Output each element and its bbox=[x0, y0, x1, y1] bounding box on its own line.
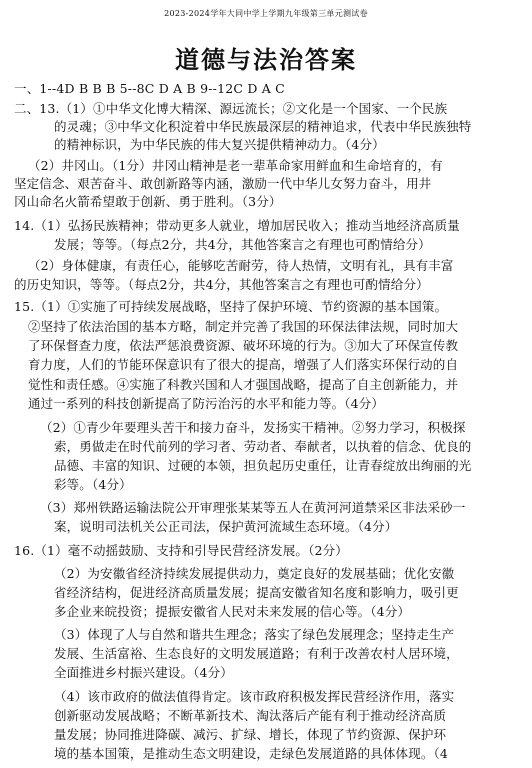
answer-line: 15.（1）①实施了可持续发展战略，坚持了保护环境、节约资源的基本国策。 bbox=[14, 299, 448, 314]
answer-line: （2）①青少年要理头苦干和接力奋斗，发扬实干精神。②努力学习，积极探 bbox=[40, 420, 466, 435]
answer-line: 了环保督查力度，依法严惩浪费资源、破坏环境的行为。③加大了环保宣传教 bbox=[28, 338, 459, 353]
answer-line: 省经济结构，促进经济高质量发展；提高安徽省知名度和影响力，吸引更 bbox=[54, 585, 459, 600]
answer-line: 14.（1）弘扬民族精神；带动更多人就业，增加居民收入；推动当地经济高质量 bbox=[14, 218, 460, 233]
answer-line: 创新驱动发展战略；不断革新技术、淘汰落后产能有利于推动经济高质 bbox=[54, 708, 447, 723]
answer-line: 案，说明司法机关公正司法，保护黄河流域生态环境。（4分） bbox=[54, 519, 398, 534]
exam-header: 2023-2024学年大同中学上学期九年级第三单元测试卷 bbox=[164, 9, 368, 18]
answer-line: 的精神标识，为中华民族的伟大复兴提供精神动力。（4分） bbox=[54, 137, 385, 152]
answer-line: 索，勇做走在时代前列的学习者、劳动者、奉献者，以执着的信念、优良的 bbox=[54, 439, 472, 454]
answer-line: 坚定信念、艰苦奋斗、敢创新路等内涵，激励一代中华儿女努力奋斗，用井 bbox=[14, 176, 432, 191]
answer-line: 的历史知识，等等。（每点2分，共4分，其他答案言之有理也可酌情给分） bbox=[14, 277, 429, 292]
answer-line: 觉性和责任感。④实施了科教兴国和人才强国战略，提高了自主创新能力，并 bbox=[28, 377, 459, 392]
page-title: 道德与法治答案 bbox=[175, 45, 357, 74]
answer-line: （2）为安徽省经济持续发展提供动力，奠定良好的发展基础；优化安徽 bbox=[54, 566, 455, 581]
answer-line: 二、13.（1）①中华文化博大精深、源远流长；②文化是一个国家、一个民族 bbox=[14, 101, 448, 116]
answer-line: 境的基本国策，是推动生态文明建设，走绿色发展道路的具体体现。（4 bbox=[54, 746, 449, 761]
answer-line: （2）井冈山。（1分）井冈山精神是老一辈革命家用鲜血和生命培育的，有 bbox=[28, 158, 443, 173]
answer-line: 的灵魂；③中华文化积淀着中华民族最深层的精神追求，代表中华民族独特 bbox=[54, 119, 472, 134]
answer-line: 全面推进乡村振兴建设。（4分） bbox=[54, 665, 233, 680]
answer-line: 育力度，人们的节能环保意识有了很大的提高，增强了人们落实环保行动的自 bbox=[28, 357, 459, 372]
answer-line: ②坚持了依法治国的基本方略，制定并完善了我国的环保法律法规，同时加大 bbox=[28, 319, 459, 334]
answer-line: （3）郑州铁路运输法院公开审理张某某等五人在黄河河道禁采区非法采砂一 bbox=[40, 500, 466, 515]
answer-line: （2）身体健康，有责任心，能够吃苦耐劳，待人热情，文明有礼，具有丰富 bbox=[28, 258, 454, 273]
answer-line: 通过一系列的科技创新提高了防污治污的水平和能力等。（4分） bbox=[28, 396, 385, 411]
answer-line: 量发展；协同推进降碳、减污、扩绿、增长，体现了节约资源、保护环 bbox=[54, 727, 447, 742]
multiple-choice-answers: 一、1--4D B B B 5--8C D A B 9--12C D A C bbox=[14, 81, 285, 96]
answer-line: 品德、丰富的知识、过硬的本领，担负起历史重任，让青春绽放出绚丽的光 bbox=[54, 458, 472, 473]
answer-line: 发展；等等。（每点2分，共4分，其他答案言之有理也可酌情给分） bbox=[54, 237, 431, 252]
answer-line: （4）该市政府的做法值得肯定。该市政府积极发挥民营经济作用，落实 bbox=[54, 689, 455, 704]
answer-line: 发展、生活富裕、生态良好的文明发展道路；有利于改善农村人居环境， bbox=[54, 646, 459, 661]
answer-line: 彩等。（4分） bbox=[54, 477, 132, 492]
answer-line: （3）体现了人与自然和谐共生理念；落实了绿色发展理念；坚持走生产 bbox=[54, 627, 455, 642]
answer-line: 冈山命名火箭希望敢于创新、勇于胜利。（3分） bbox=[14, 194, 282, 209]
answer-line: 16.（1）毫不动摇鼓励、支持和引导民营经济发展。（2分） bbox=[14, 543, 348, 558]
answer-line: 多企业来皖投资；提振安徽省人民对未来发展的信心等。（4分） bbox=[54, 604, 411, 619]
